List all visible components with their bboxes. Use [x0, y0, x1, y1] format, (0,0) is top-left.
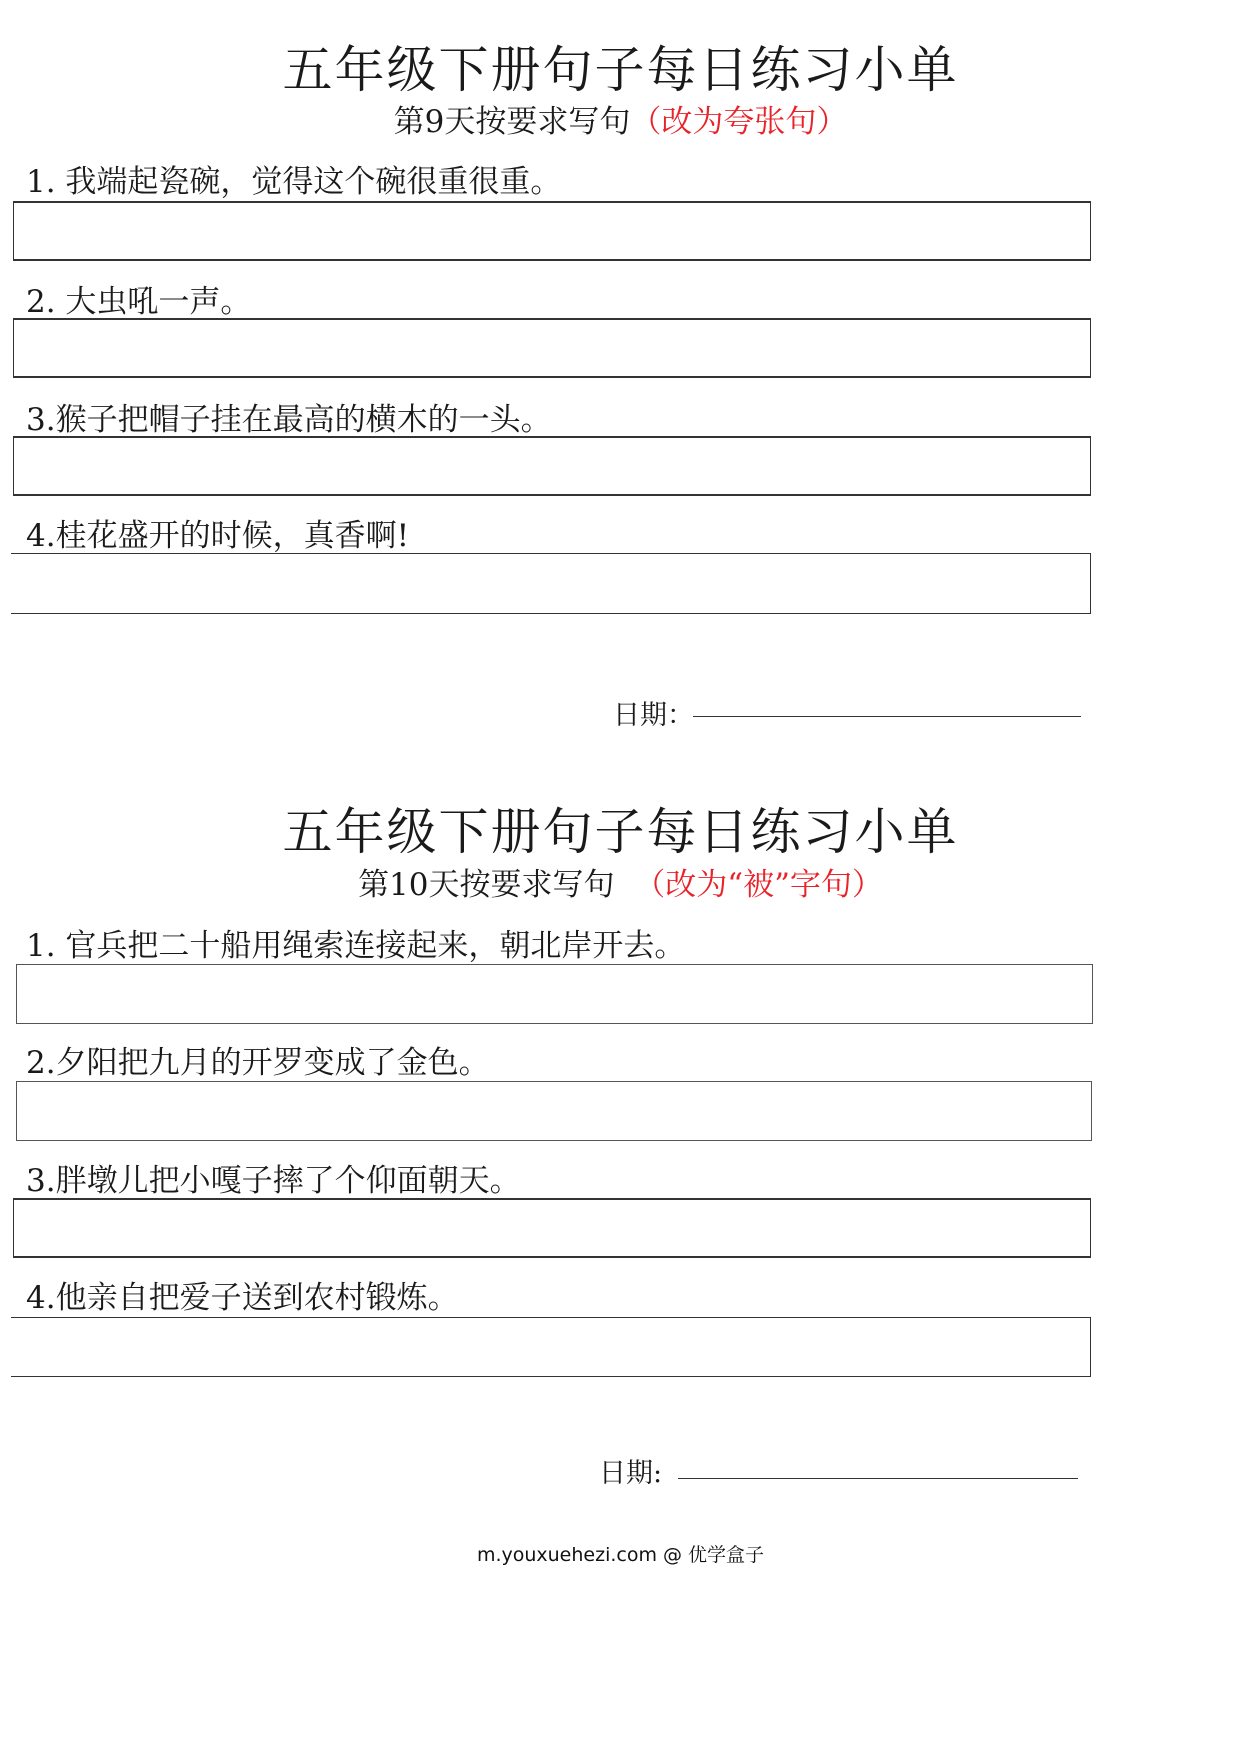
sheet2-date-field[interactable] — [678, 1462, 1078, 1479]
sheet2-subtitle-note: （改为“被”字句） — [634, 867, 883, 903]
sheet1-answer-box-3[interactable] — [13, 436, 1091, 496]
sheet2-title: 五年级下册句子每日练习小单 — [282, 803, 959, 861]
sheet1-answer-box-1[interactable] — [13, 201, 1091, 261]
sheet1-answer-box-2[interactable] — [13, 318, 1091, 378]
sheet2-date-label: 日期: — [599, 1458, 663, 1489]
sheet2-question-3: 3.胖墩儿把小嘎子摔了个仰面朝天。 — [26, 1163, 521, 1199]
sheet1-question-4: 4.桂花盛开的时候，真香啊! — [26, 518, 410, 554]
sheet2-subtitle — [0, 859, 1241, 904]
sheet1-date-field[interactable] — [693, 700, 1081, 717]
sheet1-question-1: 1. 我端起瓷碗，觉得这个碗很重很重。 — [26, 164, 562, 200]
sheet2-question-1: 1. 官兵把二十船用绳索连接起来，朝北岸开去。 — [26, 928, 686, 964]
sheet1-answer-box-4[interactable] — [11, 553, 1091, 614]
sheet2-question-2: 2.夕阳把九月的开罗变成了金色。 — [26, 1045, 490, 1081]
sheet1-question-3: 3.猴子把帽子挂在最高的横木的一头。 — [26, 402, 552, 438]
sheet2-answer-box-1[interactable] — [16, 964, 1093, 1024]
sheet2-answer-box-2[interactable] — [16, 1081, 1092, 1141]
sheet2-subtitle-main: 第10天按要求写句 — [358, 867, 615, 903]
sheet1-subtitle-main: 第9天按要求写句 — [393, 104, 631, 140]
sheet1-subtitle — [0, 96, 1241, 141]
footer-watermark: m.youxuehezi.com @ 优学盒子 — [476, 1544, 765, 1566]
sheet1-question-2: 2. 大虫吼一声。 — [26, 284, 252, 320]
sheet1-subtitle-note: （改为夸张句） — [630, 104, 848, 140]
sheet1-title: 五年级下册句子每日练习小单 — [282, 41, 959, 99]
sheet1-date-label: 日期： — [613, 700, 694, 731]
sheet2-question-4: 4.他亲自把爱子送到农村锻炼。 — [26, 1280, 459, 1316]
sheet2-answer-box-3[interactable] — [13, 1198, 1091, 1258]
sheet2-answer-box-4[interactable] — [11, 1317, 1091, 1377]
